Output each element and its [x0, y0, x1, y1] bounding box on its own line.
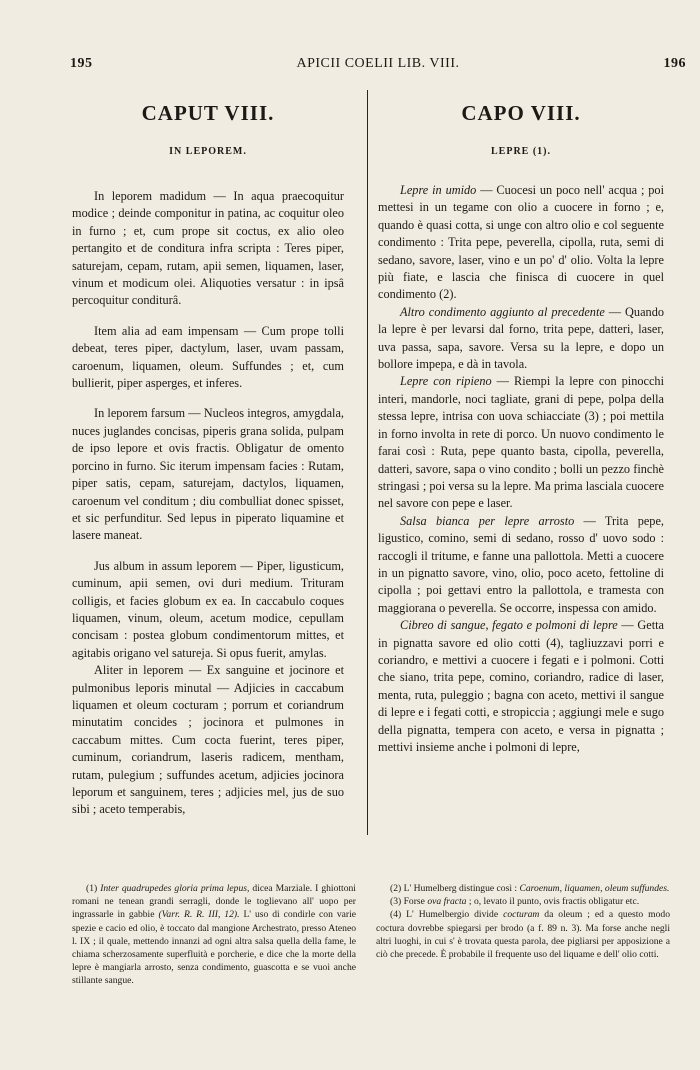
- recipe-title: Altro condimento aggiunto al precedente: [400, 304, 605, 319]
- footnote-text: dicea Marziale. I ghiottoni romani ne tenean grandi serragli, donde le toglievano all' uopo per ingrassarle in gabbie: [72, 883, 356, 921]
- italian-chapter-subtitle: LEPRE (1).: [491, 146, 551, 157]
- footnote-number: (1): [86, 883, 98, 894]
- recipe-text: — Cuocesi un poco nell' acqua ; poi mettesi in un tegame con olio a cuocere in forno ; e, quando è quasi cotta, si unge con altro olio e col seguente condimento : Trita pepe, peverella, cipolla, ruta, semi di sedano, savore, laser, vino e un po' d' olio. Volta la lepre più fiate, e lascia che finisca di cuocere in quel condimento (2).: [378, 183, 664, 302]
- footnote-text: da oleum ; ed a questo modo coctura dovrebbe spiegarsi per brodo (a f. 89 n. 3). Ma forse anche negli altri luoghi, in cui s' è trovata questa parola, dee pigliarsi per apposizione a ciò che precede. È probabile il frequente uso del liquame e dell' olio cotti.: [376, 909, 670, 961]
- italian-paragraph: [378, 304, 664, 374]
- latin-paragraph: Item alia ad eam impensam — Cum prope tolli debeat, teres piper, dactylum, laser, uvam passam, caroenum, liquamen, oleum. Suffundes ; et, cum bullierit, piper asperges, et inferes.: [72, 323, 344, 391]
- footnote-number: (3): [390, 896, 402, 908]
- footnote-text: L' uso di condirle con varie spezie e cacio ed olio, è toccato dal mangione Archestrato, presso Ateneo l. IX ; il quale, mettendo innanzi ad ogni altra salsa quella della fame, le chiama scherzosamente superfluità e porcherie, e dice che la morte della lepre è mangiarla arrosto, senza condimento, guascotta e se vuoi anche stillante sangue.: [72, 909, 357, 987]
- footnote: [376, 908, 670, 961]
- latin-chapter-subtitle: IN LEPOREM.: [169, 146, 247, 157]
- footnote-citation: Caroenum, liquamen, oleum suffundes.: [519, 883, 670, 894]
- footnotes-right: [376, 882, 670, 961]
- footnote: [376, 882, 670, 895]
- footnote-number: (2): [390, 883, 402, 894]
- running-title: APICII COELII LIB. VIII.: [296, 56, 460, 71]
- recipe-text: — Riempi la lepre con pinocchi interi, mandorle, noci tagliate, grani di pepe, polpa della stessa lepre, intrisa con uova schiacciate (3) ; poi mettila in forno involta in rete di porco. Un nuovo condimento le farai così : Ruta, pepe quanto basta, cipolla, peverella, datteri, savore, sapa o vino condito ; bolli un pezzo finchè stringasi ; poi versa su la lepre. Ma prima lasciala cuocere nel savore con pepe e laser.: [378, 374, 664, 511]
- footnote-citation: cocturam: [503, 909, 540, 921]
- footnote-citation: ova fracta: [427, 896, 467, 908]
- latin-column: [72, 98, 344, 832]
- latin-chapter-title: CAPUT VIII.: [141, 101, 275, 125]
- footnote: [376, 895, 670, 908]
- latin-paragraph: In leporem farsum — Nucleos integros, amygdala, nuces juglandes concisas, piperis grana solida, pulpam de ipso lepore et ovis fractis. Obligatur de omento porcino in furno. Sic iterum impensam facies : Rutam, piper satis, cepam, saturejam, dactylos, liquamen, caroenum vel conditum ; diu combulliat donec spisset, et sic perfunditur. Sed lepus in piperato liquamine et lasere maneat.: [72, 406, 344, 543]
- footnotes-left: [72, 882, 356, 988]
- footnote-text: Forse: [401, 896, 428, 908]
- italian-paragraph: [378, 373, 664, 512]
- recipe-title: Salsa bianca per lepre arrosto: [400, 513, 575, 528]
- page-header: [70, 56, 686, 76]
- footnote-citation: (Varr. R. R. III, 12).: [158, 909, 240, 921]
- footnote-number: (4): [390, 909, 402, 921]
- page-number-right: 196: [663, 56, 686, 71]
- footnote-quote: Inter quadrupedes gloria prima lepus,: [100, 883, 250, 894]
- recipe-title: Lepre con ripieno: [400, 374, 492, 389]
- recipe-title: Lepre in umido: [400, 183, 477, 197]
- italian-column: [378, 98, 664, 756]
- latin-paragraph: In leporem madidum — In aqua praecoquitur modice ; deinde componitur in patina, ac coquitur oleo in furno ; et, cum prope sit coctus, ex alio oleo pertangito et de conditura infra scripta : Teres piper, saturejam, cepam, rutam, apii semen, liquamen, laser, vinum et modicum olei. Aliquoties versatur : in ipsâ percoquitur conditurâ.: [72, 189, 344, 308]
- recipe-title: Cibreo di sangue, fegato e polmoni di lepre: [400, 618, 618, 633]
- recipe-text: — Getta in pignatta savore ed olio cotti (4), tagliuzzavi porri e coriandro, e mettivi a cuocere i fegati e i polmoni. Cotti che siano, trita pepe, comino, coriandro, radice di laser, menta, ruta, puleggio ; bagna con aceto, mettivi il sangue di lepre e i fegati cotti, e stropiccia ; aggiungi mele e sugo della pignatta, tempera con aceto, e versa in pignatta ; mettivi insieme anche i polmoni di lepre,: [378, 618, 664, 754]
- italian-chapter-title: CAPO VIII.: [461, 101, 581, 125]
- italian-paragraph: [378, 182, 664, 304]
- italian-paragraph: [378, 513, 664, 617]
- footnote-text: ; o, levato il punto, ovis fractis obligatur etc.: [466, 896, 640, 908]
- footnote: [72, 882, 356, 988]
- latin-paragraph: Jus album in assum leporem — Piper, ligusticum, cuminum, apii semen, ovi duri medium. Trituram colligis, et facies globum ex ea. In caccabulo coques liquamen, vinum, oleum, acetum modice, cepullam concisam : postea globum condimentorum mittes, et agitabis origano vel satureja. Si opus fuerit, amylas.: [72, 558, 344, 660]
- page-number-left: 195: [70, 56, 93, 71]
- column-divider: [367, 90, 368, 835]
- italian-paragraph: [378, 617, 664, 756]
- footnote-text: L' Humelberg distingue così :: [401, 883, 520, 894]
- footnote-text: L' Humelbergio divide: [401, 909, 504, 921]
- latin-paragraph: Aliter in leporem — Ex sanguine et jocinore et pulmonibus leporis minutal — Adjicies in caccabum liquamen et oleum cocturam ; porrum et coriandrum minutatim concides ; jocinora et pulmones in caccabum mittes. Cum cocta fuerint, teres piper, cuminum, coriandrum, laseris radicem, mentham, rutam, pulegium ; suffundes acetum, adjicies jocinora leporum et sanguinem, teres ; adjicies mel, jus de suo sibi ; aceto temperabis,: [72, 663, 344, 817]
- recipe-text: — Trita pepe, ligustico, comino, semi di sedano, rosso d' uovo sodo : raccogli il tritume, e fanne una pallottola. Metti a cuocere in un pignatto savore, vino, olio, poco aceto, fettoline di cipolla ; poi gettavi entro la pallottola, e tramesta con maggiorana o peverella. Se occorre, inspessa con amido.: [378, 513, 664, 615]
- recipe-text: — Quando la lepre è per levarsi dal forno, trita pepe, datteri, laser, uva passa, sapa, savore. Versa su la lepre, e dopo un bollore impepa, e dà in tavola.: [378, 304, 664, 372]
